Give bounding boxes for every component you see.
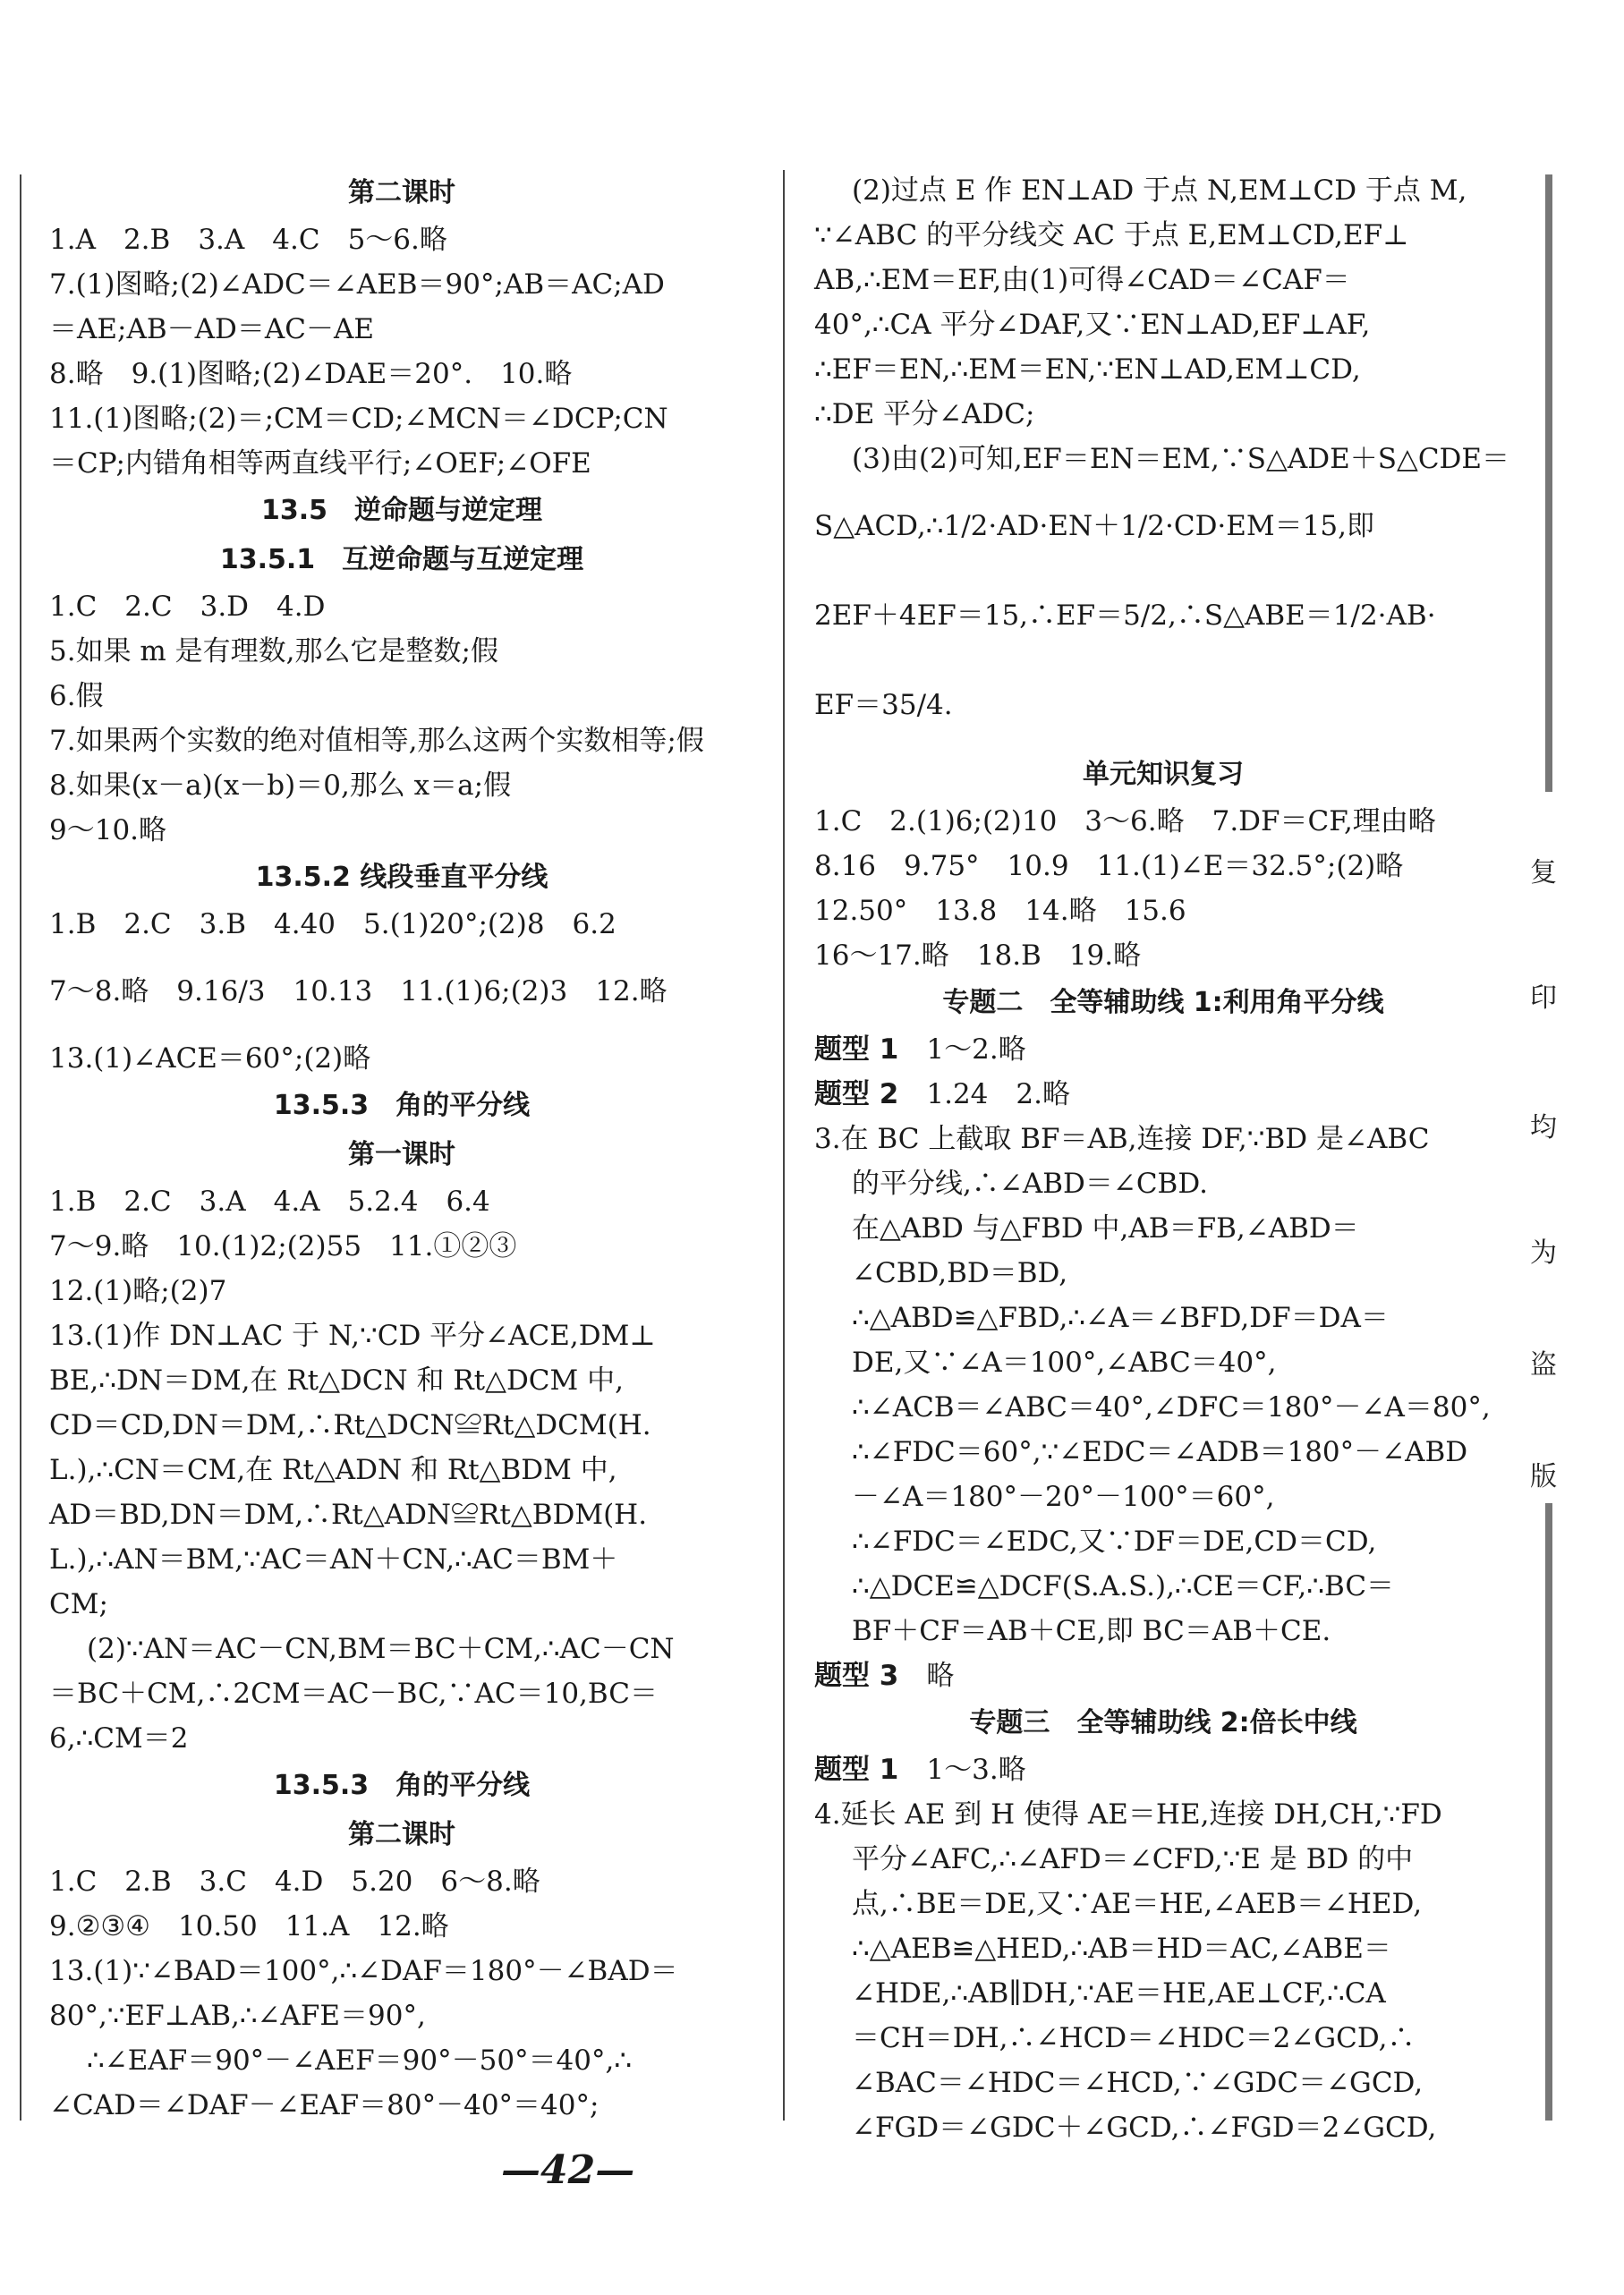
- answer-line: 1.A 2.B 3.A 4.C 5～6.略: [49, 224, 447, 256]
- section-heading: 13.5 逆命题与逆定理: [260, 495, 543, 526]
- side-bar-top: [1545, 174, 1552, 792]
- answer-line: (2)过点 E 作 EN⊥AD 于点 N,EM⊥CD 于点 M,: [852, 174, 1467, 207]
- page-number: —42—: [501, 2147, 635, 2193]
- answer-line: 16～17.略 18.B 19.略: [814, 939, 1142, 972]
- section-heading: 专题二 全等辅助线 1:利用角平分线: [942, 987, 1384, 1018]
- left-margin-line: [20, 174, 21, 2121]
- answer-line: ∵∠ABC 的平分线交 AC 于点 E,EM⊥CD,EF⊥: [814, 219, 1409, 251]
- side-char: 盗: [1530, 1349, 1557, 1381]
- answer-line: 13.(1)∵∠BAD＝100°,∴∠DAF＝180°－∠BAD＝: [49, 1955, 678, 1987]
- answer-line: 题型 1 1～2.略: [814, 1033, 1026, 1066]
- side-char: 复: [1530, 857, 1557, 888]
- answer-line: 平分∠AFC,∴∠AFD＝∠CFD,∵E 是 BD 的中: [852, 1843, 1414, 1875]
- side-char: 均: [1530, 1112, 1557, 1143]
- answer-line: ∴DE 平分∠ADC;: [814, 398, 1035, 430]
- answer-line: 9.②③④ 10.50 11.A 12.略: [49, 1910, 449, 1942]
- left-column: [49, 168, 754, 2128]
- side-char: 版: [1530, 1461, 1557, 1492]
- answer-line: 1.B 2.C 3.A 4.A 5.2.4 6.4: [49, 1186, 490, 1218]
- answer-line: ＝AE;AB－AD＝AC－AE: [49, 313, 374, 345]
- answer-line: 1.C 2.(1)6;(2)10 3～6.略 7.DF＝CF,理由略: [814, 805, 1436, 837]
- section-heading: 第二课时: [348, 1819, 455, 1850]
- column-divider: [783, 170, 785, 2121]
- answer-line: ∴∠FDC＝∠EDC,又∵DF＝DE,CD＝CD,: [852, 1526, 1377, 1558]
- answer-line: －∠A＝180°－20°－100°＝60°,: [852, 1481, 1275, 1513]
- answer-line: 5.如果 m 是有理数,那么它是整数;假: [49, 635, 498, 667]
- answer-line: (3)由(2)可知,EF＝EN＝EM,∵S△ADE＋S△CDE＝: [852, 443, 1510, 475]
- answer-line: ∴∠FDC＝60°,∵∠EDC＝∠ADB＝180°－∠ABD: [852, 1436, 1468, 1468]
- answer-line: 4.延长 AE 到 H 使得 AE＝HE,连接 DH,CH,∵FD: [814, 1798, 1442, 1831]
- answer-line: 题型 1 1～3.略: [814, 1754, 1026, 1786]
- section-heading: 13.5.3 角的平分线: [273, 1770, 531, 1801]
- answer-line: 11.(1)图略;(2)＝;CM＝CD;∠MCN＝∠DCP;CN: [49, 403, 668, 435]
- section-heading: 13.5.1 互逆命题与互逆定理: [219, 544, 584, 575]
- side-char: 为: [1530, 1237, 1557, 1269]
- answer-line: 1.C 2.C 3.D 4.D: [49, 591, 326, 623]
- answer-line: 题型 2 1.24 2.略: [814, 1078, 1070, 1110]
- answer-line: 8.如果(x－a)(x－b)＝0,那么 x＝a;假: [49, 769, 512, 802]
- side-bar-bottom: [1545, 1503, 1552, 2121]
- answer-line: 13.(1)∠ACE＝60°;(2)略: [49, 1042, 371, 1075]
- section-heading: 单元知识复习: [1083, 759, 1244, 790]
- section-heading: 专题三 全等辅助线 2:倍长中线: [969, 1707, 1357, 1738]
- answer-line: 7.(1)图略;(2)∠ADC＝∠AEB＝90°;AB＝AC;AD: [49, 268, 665, 301]
- answer-line: ∴△DCE≌△DCF(S.A.S.),∴CE＝CF,∴BC＝: [852, 1570, 1395, 1602]
- answer-line: BE,∴DN＝DM,在 Rt△DCN 和 Rt△DCM 中,: [49, 1364, 624, 1397]
- answer-line: 80°,∵EF⊥AB,∴∠AFE＝90°,: [49, 2000, 426, 2032]
- section-heading: 13.5.2 线段垂直平分线: [255, 862, 548, 893]
- side-char: 印: [1530, 982, 1557, 1014]
- answer-line: ＝BC＋CM,∴2CM＝AC－BC,∵AC＝10,BC＝: [49, 1678, 658, 1710]
- answer-line: ∴∠ACB＝∠ABC＝40°,∠DFC＝180°－∠A＝80°,: [852, 1391, 1491, 1424]
- answer-line: 2EF＋4EF＝15,∴EF＝5/2,∴S△ABE＝1/2·AB·: [814, 599, 1436, 632]
- section-heading: 13.5.3 角的平分线: [273, 1090, 531, 1121]
- answer-line: 12.(1)略;(2)7: [49, 1275, 227, 1307]
- answer-line: 6,∴CM＝2: [49, 1722, 189, 1755]
- answer-line: ∴△ABD≌△FBD,∴∠A＝∠BFD,DF＝DA＝: [852, 1302, 1389, 1334]
- answer-line: (2)∵AN＝AC－CN,BM＝BC＋CM,∴AC－CN: [87, 1633, 675, 1665]
- answer-line: 点,∴BE＝DE,又∵AE＝HE,∠AEB＝∠HED,: [852, 1888, 1423, 1920]
- answer-line: S△ACD,∴1/2·AD·EN＋1/2·CD·EM＝15,即: [814, 510, 1374, 542]
- answer-line: 7～9.略 10.(1)2;(2)55 11.①②③: [49, 1230, 517, 1262]
- answer-line: ∴∠EAF＝90°－∠AEF＝90°－50°＝40°,∴: [87, 2044, 633, 2077]
- answer-line: 7～8.略 9.16/3 10.13 11.(1)6;(2)3 12.略: [49, 975, 667, 1007]
- answer-line: 9～10.略: [49, 814, 167, 846]
- answer-line: BF＋CF＝AB＋CE,即 BC＝AB＋CE.: [852, 1615, 1331, 1647]
- answer-line: 8.16 9.75° 10.9 11.(1)∠E＝32.5°;(2)略: [814, 850, 1404, 882]
- section-heading: 第二课时: [348, 177, 455, 208]
- answer-line: DE,又∵∠A＝100°,∠ABC＝40°,: [852, 1347, 1277, 1379]
- answer-line: L.),∴AN＝BM,∵AC＝AN＋CN,∴AC＝BM＋: [49, 1543, 618, 1576]
- answer-line: 的平分线,∴∠ABD＝∠CBD.: [852, 1168, 1208, 1200]
- answer-line: 40°,∴CA 平分∠DAF,又∵EN⊥AD,EF⊥AF,: [814, 309, 1371, 341]
- answer-line: 6.假: [49, 680, 104, 712]
- section-heading: 第一课时: [348, 1139, 455, 1170]
- answer-line: ∠BAC＝∠HDC＝∠HCD,∵∠GDC＝∠GCD,: [852, 2067, 1424, 2099]
- answer-line: 13.(1)作 DN⊥AC 于 N,∵CD 平分∠ACE,DM⊥: [49, 1320, 656, 1352]
- answer-line: ∠FGD＝∠GDC＋∠GCD,∴∠FGD＝2∠GCD,: [852, 2112, 1437, 2144]
- answer-line: ∴EF＝EN,∴EM＝EN,∵EN⊥AD,EM⊥CD,: [814, 353, 1361, 386]
- answer-line: 12.50° 13.8 14.略 15.6: [814, 895, 1186, 927]
- answer-line: EF＝35/4.: [814, 689, 953, 721]
- answer-line: ∠HDE,∴AB∥DH,∵AE＝HE,AE⊥CF,∴CA: [852, 1977, 1386, 2010]
- answer-line: ∴△AEB≌△HED,∴AB＝HD＝AC,∠ABE＝: [852, 1933, 1391, 1965]
- answer-line: CD＝CD,DN＝DM,∴Rt△DCN≌Rt△DCM(H.: [49, 1409, 651, 1441]
- answer-line: 3.在 BC 上截取 BF＝AB,连接 DF,∵BD 是∠ABC: [814, 1123, 1430, 1155]
- answer-line: ＝CH＝DH,∴∠HCD＝∠HDC＝2∠GCD,∴: [852, 2022, 1416, 2054]
- answer-line: 8.略 9.(1)图略;(2)∠DAE＝20°. 10.略: [49, 358, 573, 390]
- answer-line: ＝CP;内错角相等两直线平行;∠OEF;∠OFE: [49, 447, 591, 480]
- answer-line: AB,∴EM＝EF,由(1)可得∠CAD＝∠CAF＝: [814, 264, 1350, 296]
- answer-line: 7.如果两个实数的绝对值相等,那么这两个实数相等;假: [49, 725, 704, 757]
- answer-line: AD＝BD,DN＝DM,∴Rt△ADN≌Rt△BDM(H.: [49, 1499, 648, 1531]
- answer-line: CM;: [49, 1588, 108, 1620]
- answer-line: 1.C 2.B 3.C 4.D 5.20 6～8.略: [49, 1866, 540, 1898]
- answer-line: ∠CAD＝∠DAF－∠EAF＝80°－40°＝40°;: [49, 2089, 599, 2121]
- answer-line: ∠CBD,BD＝BD,: [852, 1257, 1068, 1289]
- answer-line: 在△ABD 与△FBD 中,AB＝FB,∠ABD＝: [852, 1212, 1359, 1245]
- answer-line: 1.B 2.C 3.B 4.40 5.(1)20°;(2)8 6.2: [49, 908, 616, 940]
- answer-line: L.),∴CN＝CM,在 Rt△ADN 和 Rt△BDM 中,: [49, 1454, 617, 1486]
- answer-line: 题型 3 略: [814, 1660, 955, 1692]
- right-column: [814, 168, 1512, 2150]
